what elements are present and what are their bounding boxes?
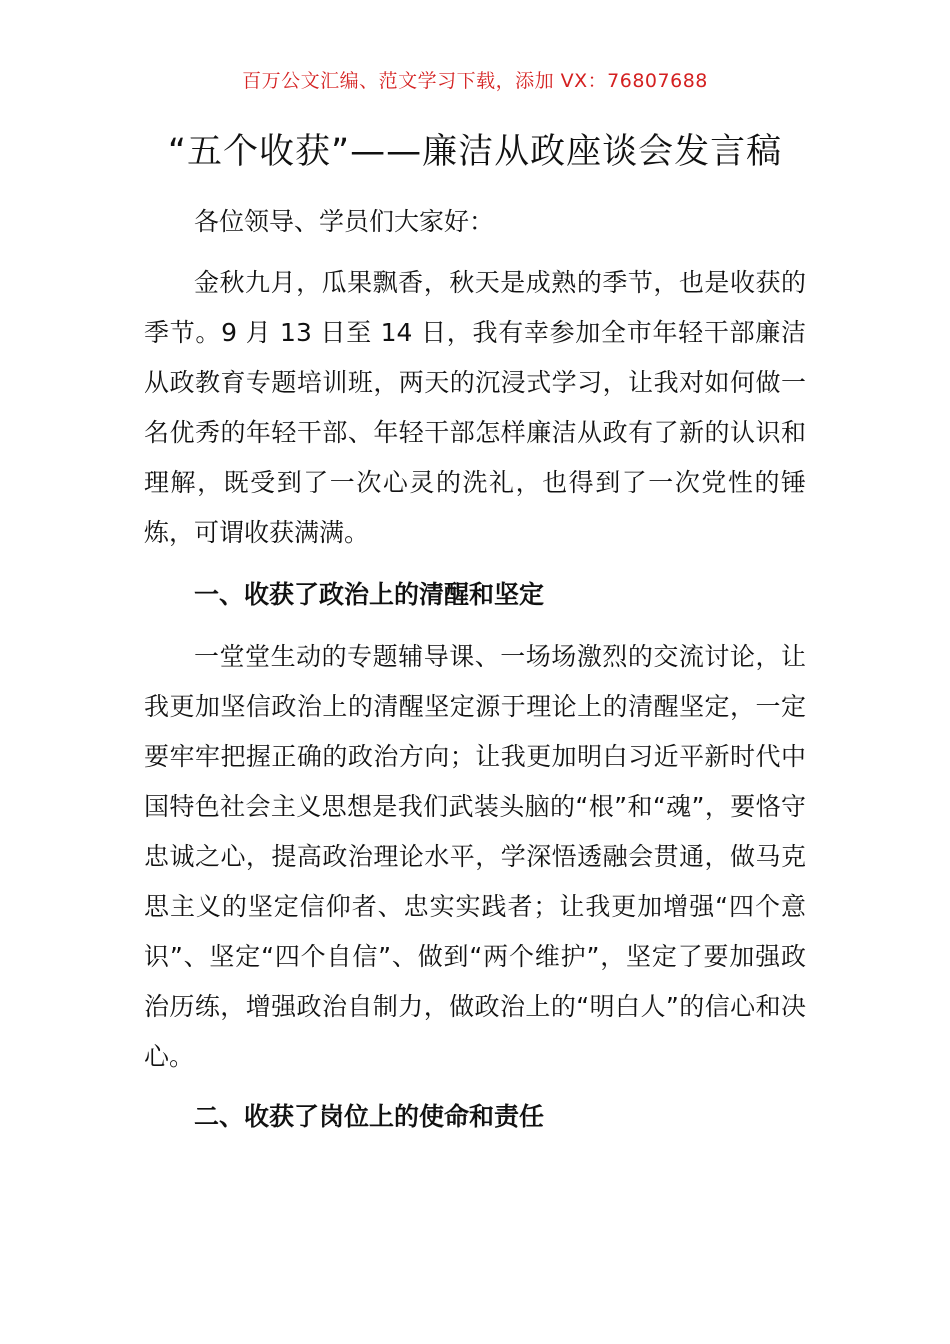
promo-banner: 百万公文汇编、范文学习下载，添加 VX：76807688 [242,70,708,92]
intro-paragraph: 金秋九月，瓜果飘香，秋天是成熟的季节，也是收获的季节。9 月 13 日至 14 日，我有幸参加全市年轻干部廉洁从政教育专题培训班，两天的沉浸式学习，让我对如何做一名优秀的年轻干部、年轻干部怎样廉洁从政有了新的认识和理解，既受到了一次心灵的洗礼，也得到了一次党性的锤炼，可谓收获满满。 [144,268,806,547]
section-heading-2: 二、收获了岗位上的使命和责任 [194,1102,545,1131]
section-1-paragraph: 一堂堂生动的专题辅导课、一场场激烈的交流讨论，让我更加坚信政治上的清醒坚定源于理论上的清醒坚定，一定要牢牢把握正确的政治方向；让我更加明白习近平新时代中国特色社会主义思想是我们武装头脑的“根”和“魂”，要恪守忠诚之心，提高政治理论水平，学深悟透融会贯通，做马克思主义的坚定信仰者、忠实实践者；让我更加增强“四个意识”、坚定“四个自信”、做到“两个维护”，坚定了要加强政治历练，增强政治自制力，做政治上的“明白人”的信心和决心。 [144,642,806,1071]
greeting-line: 各位领导、学员们大家好： [194,207,495,236]
section-heading-1: 一、收获了政治上的清醒和坚定 [194,580,545,609]
document-title: “五个收获”——廉洁从政座谈会发言稿 [167,132,783,172]
